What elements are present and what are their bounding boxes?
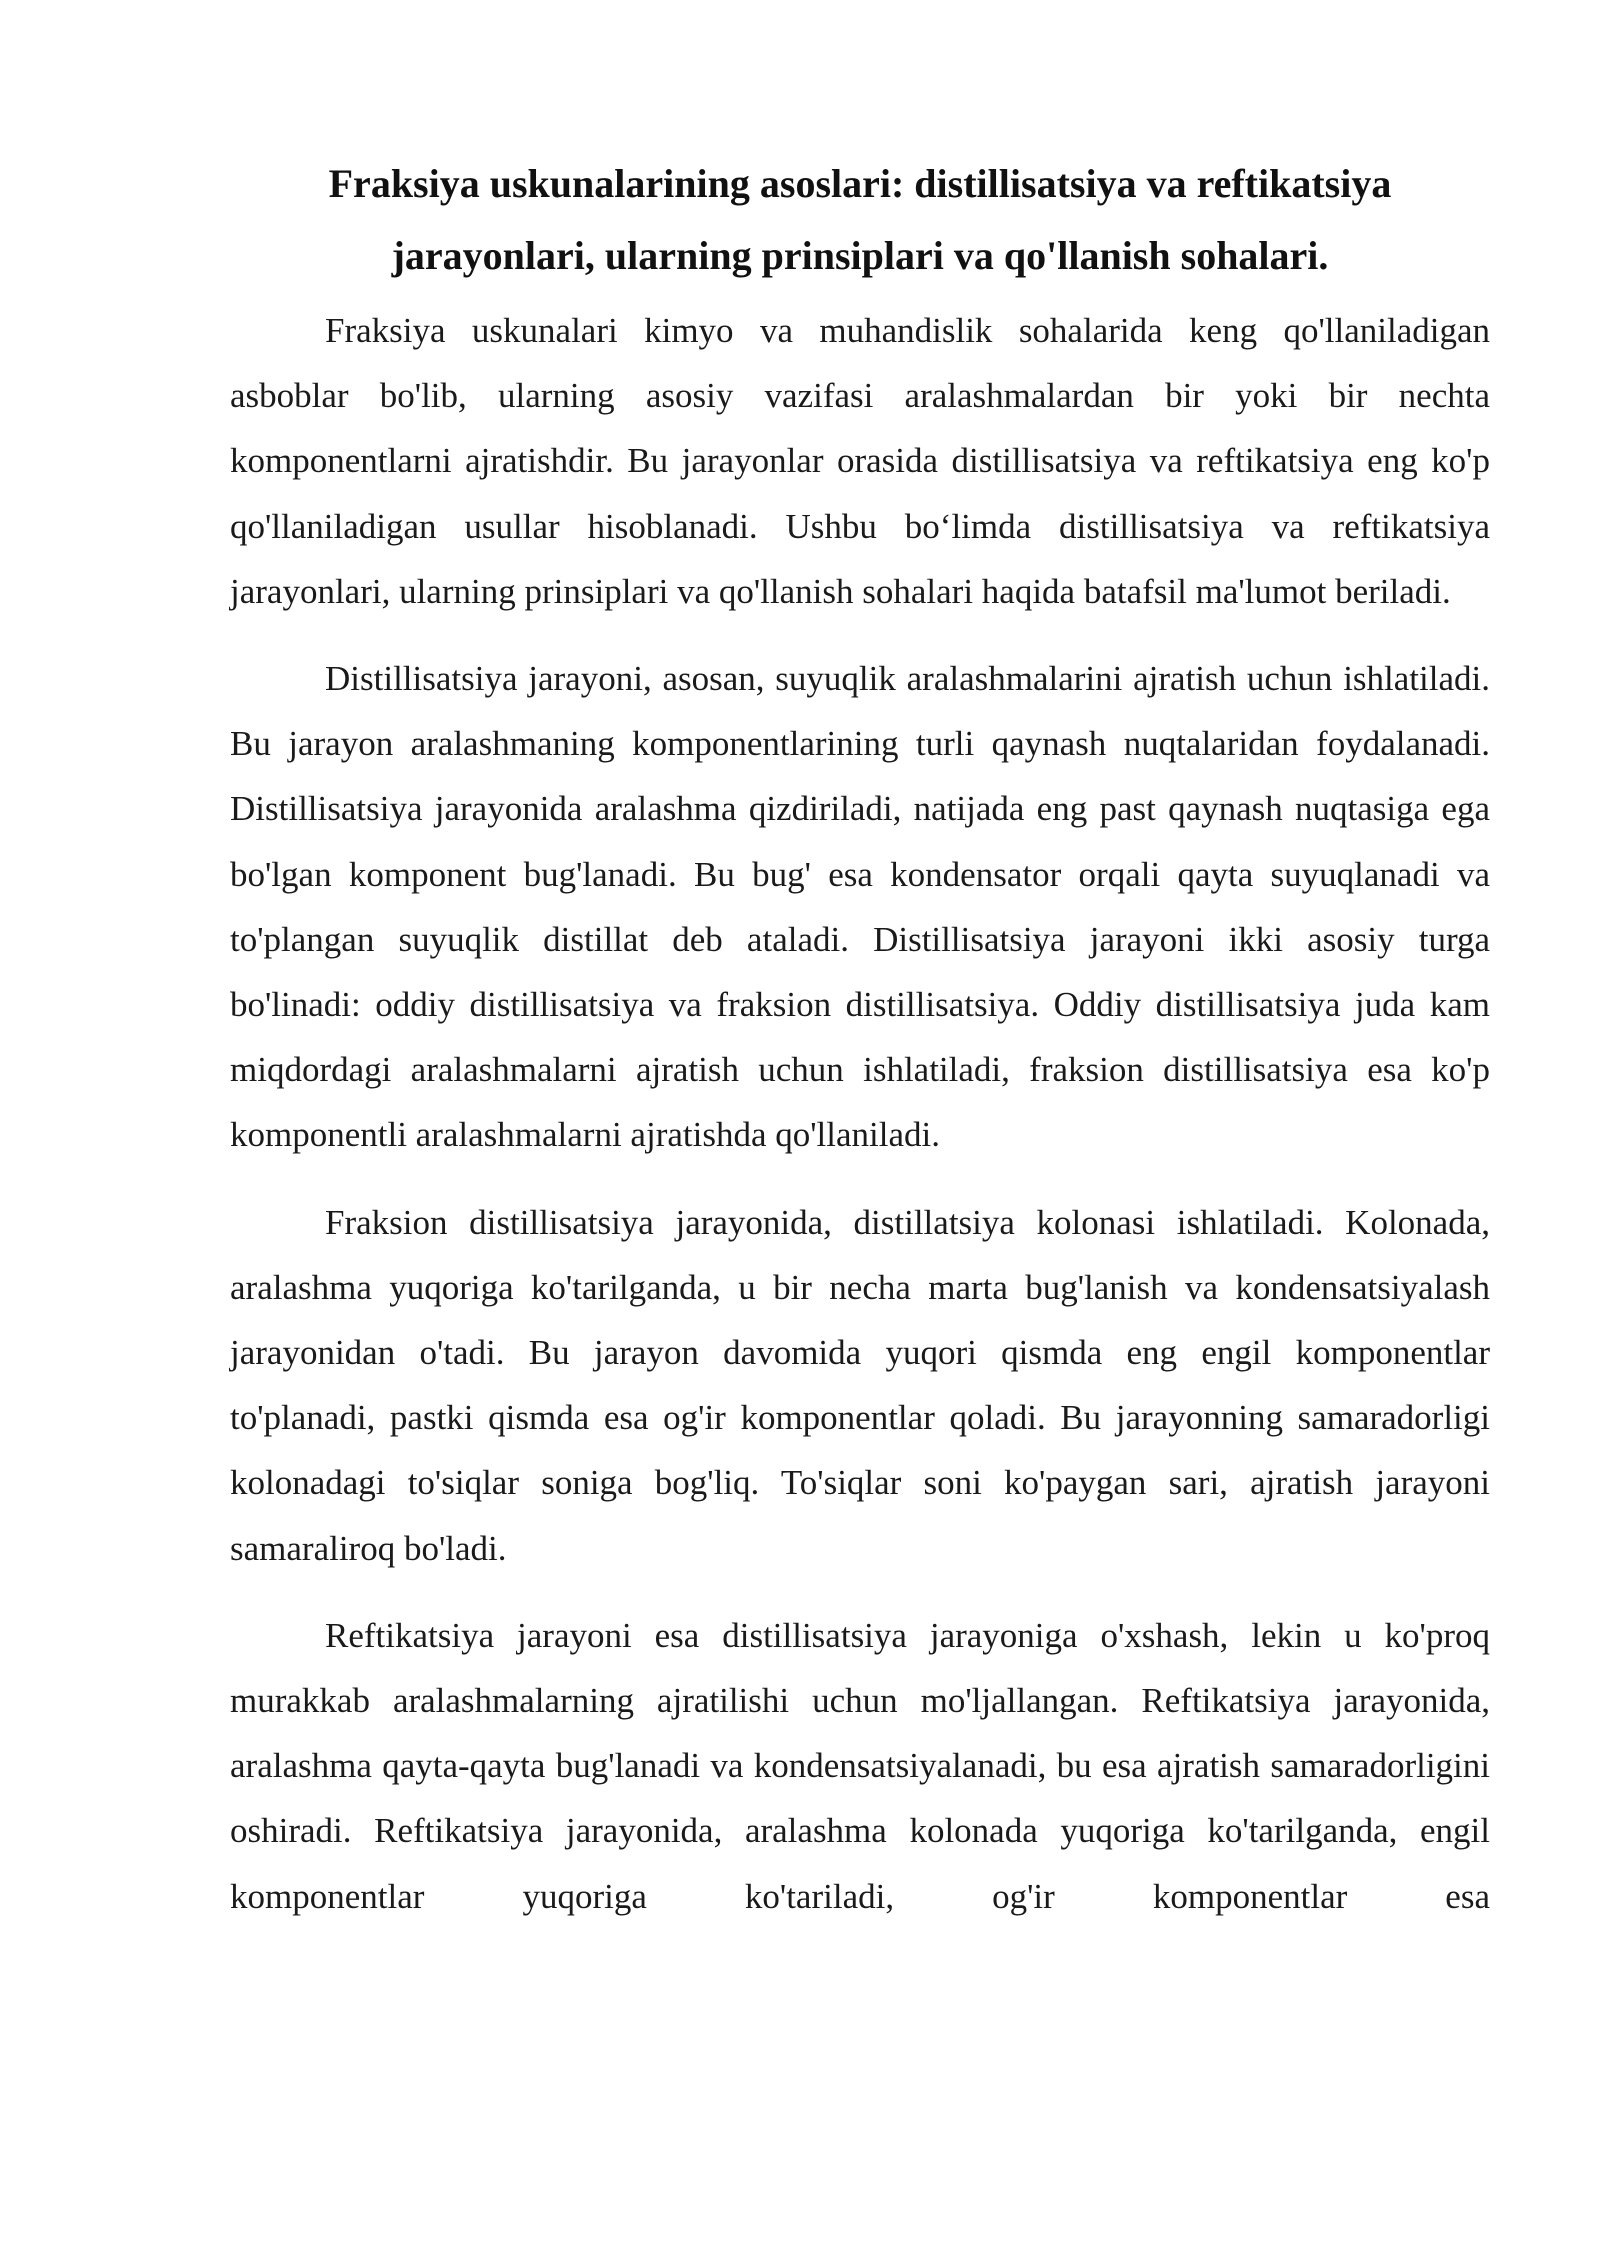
paragraph-2: Distillisatsiya jarayoni, asosan, suyuqlik aralashmalarini ajratish uchun ishlatiladi. Bu jarayon aralashmaning komponentlarining turli qaynash nuqtalaridan foydalanadi. Distillisatsiya jarayonida aralashma qizdiriladi, natijada eng past qaynash nuqtasiga ega bo'lgan komponent bug'lanadi. Bu bug' esa kondensator orqali qayta suyuqlanadi va to'plangan suyuqlik distillat deb ataladi. Distillisatsiya jarayoni ikki asosiy turga bo'linadi: oddiy distillisatsiya va fraksion distillisatsiya. Oddiy distillisatsiya juda kam miqdordagi aralashmalarni ajratish uchun ishlatiladi, fraksion distillisatsiya esa ko'p komponentli aralashmalarni ajratishda qo'llaniladi. xyxy=(230,659,1490,1155)
paragraph-1: Fraksiya uskunalari kimyo va muhandislik sohalarida keng qo'llaniladigan asboblar bo'lib, ularning asosiy vazifasi aralashmalardan bir yoki bir nechta komponentlarni ajratishdir. Bu jarayonlar orasida distillisatsiya va reftikatsiya eng ko'p qo'llaniladigan usullar hisoblanadi. Ushbu bo‘limda distillisatsiya va reftikatsiya jarayonlari, ularning prinsiplari va qo'llanish sohalari haqida batafsil ma'lumot beriladi. xyxy=(230,311,1490,611)
document-title: Fraksiya uskunalarining asoslari: distillisatsiya va reftikatsiya jarayonlari, ularning prinsiplari va qo'llanish sohalari. xyxy=(328,161,1392,278)
document-body xyxy=(230,148,1490,1929)
paragraph-4: Reftikatsiya jarayoni esa distillisatsiya jarayoniga o'xshash, lekin u ko'proq murakkab aralashmalarning ajratilishi uchun mo'ljallangan. Reftikatsiya jarayonida, aralashma qayta-qayta bug'lanadi va kondensatsiyalanadi, bu esa ajratish samaradorligini oshiradi. Reftikatsiya jarayonida, aralashma kolonada yuqoriga ko'tarilganda, engil komponentlar yuqoriga ko'tariladi, og'ir komponentlar esa xyxy=(230,1615,1490,1916)
paragraph-3: Fraksion distillisatsiya jarayonida, distillatsiya kolonasi ishlatiladi. Kolonada, aralashma yuqoriga ko'tarilganda, u bir necha marta bug'lanish va kondensatsiyalash jarayonidan o'tadi. Bu jarayon davomida yuqori qismda eng engil komponentlar to'planadi, pastki qismda esa og'ir komponentlar qoladi. Bu jarayonning samaradorligi kolonadagi to'siqlar soniga bog'liq. To'siqlar soni ko'paygan sari, ajratish jarayoni samaraliroq bo'ladi. xyxy=(230,1202,1490,1568)
